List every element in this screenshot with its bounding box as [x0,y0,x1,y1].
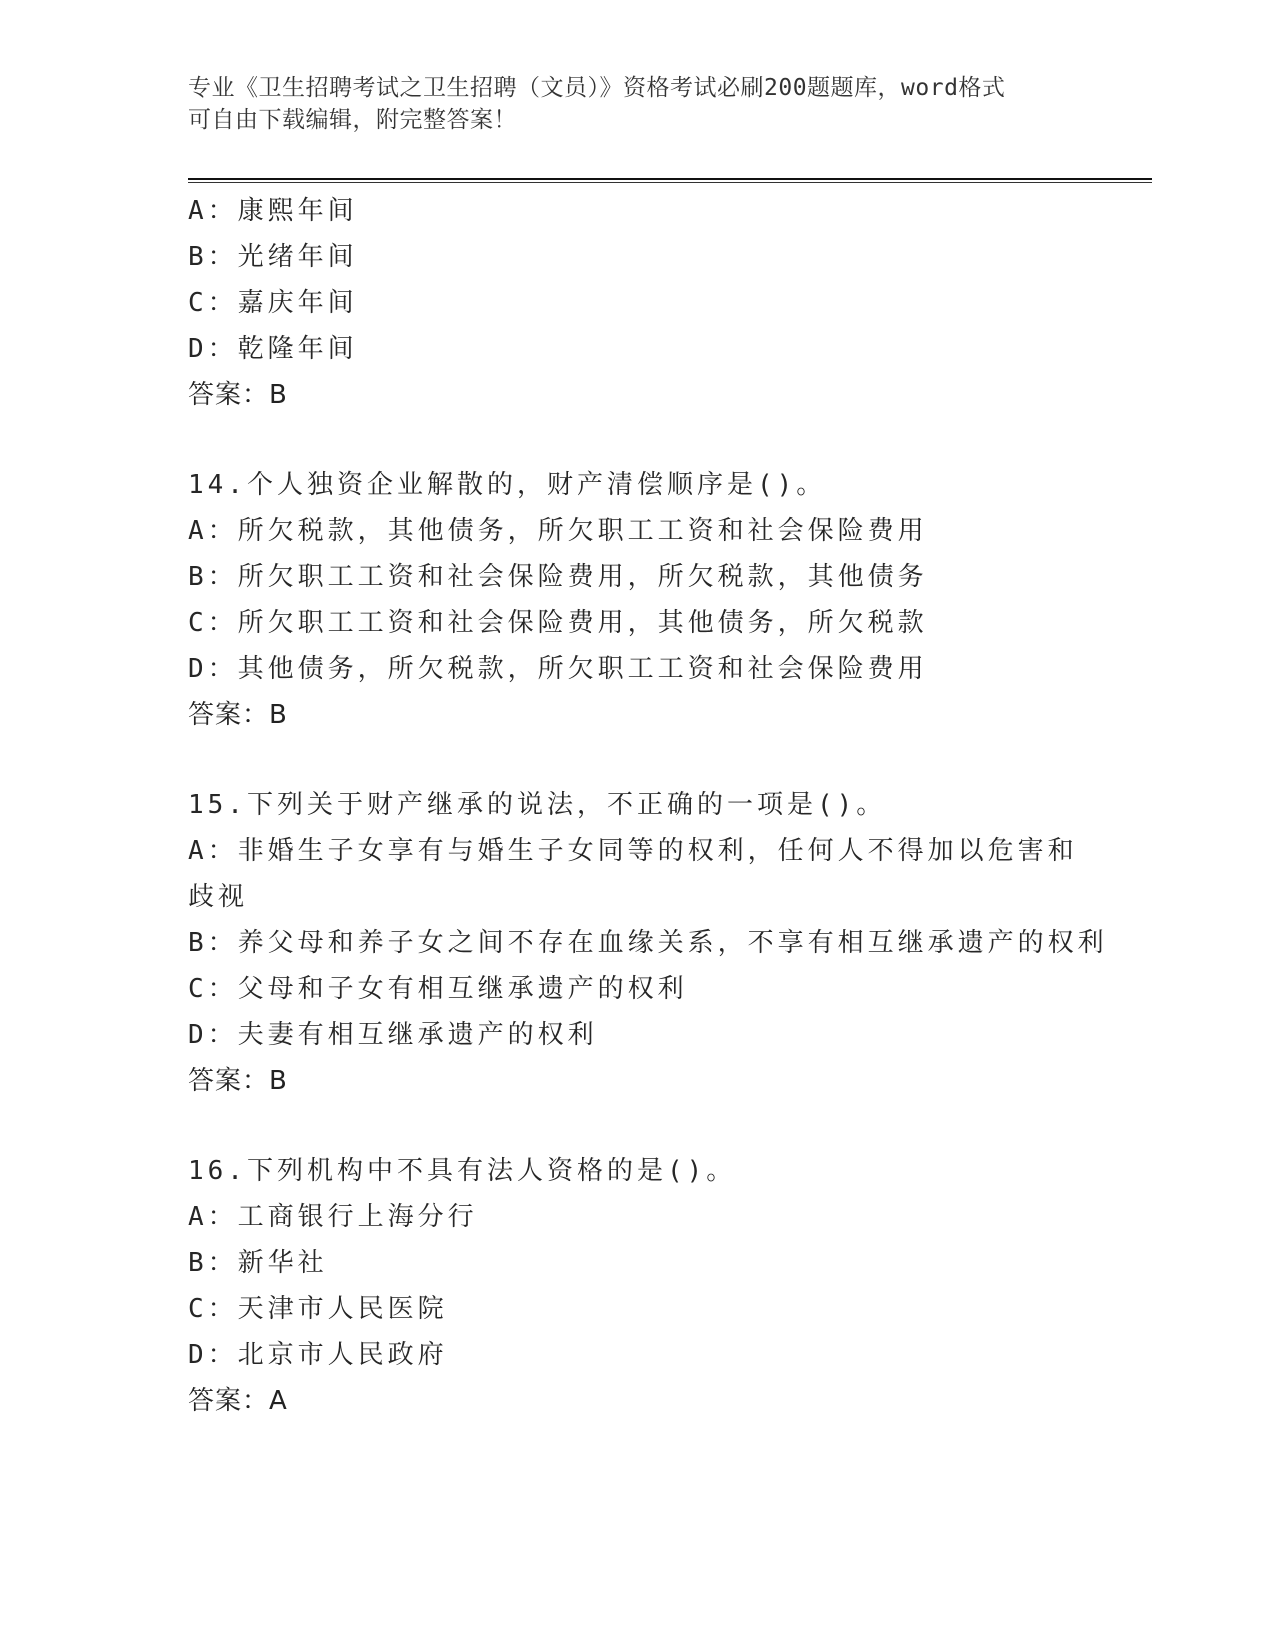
question-16 [188,1148,1088,1424]
option-a: A：非婚生子女享有与婚生子女同等的权利，任何人不得加以危害和歧视 [188,836,1078,912]
header-line-1: 专业《卫生招聘考试之卫生招聘（文员）》资格考试必刷200题题库，word格式 [188,75,1006,101]
question-13-continued [188,188,1088,418]
option-a: A：工商银行上海分行 [188,1202,478,1232]
option-d: D：北京市人民政府 [188,1340,448,1370]
option-b: B：养父母和养子女之间不存在血缘关系，不享有相互继承遗产的权利 [188,928,1108,958]
document-header [188,72,1068,136]
answer-label: 答案：A [188,1386,288,1416]
spacer [188,418,1088,462]
header-divider-thin [188,182,1152,183]
option-d: D：乾隆年间 [188,334,358,364]
question-stem: 14.个人独资企业解散的，财产清偿顺序是()。 [188,470,827,500]
header-divider-thick [188,178,1152,180]
option-c: C：天津市人民医院 [188,1294,448,1324]
answer-label: 答案：B [188,380,288,410]
option-c: C：嘉庆年间 [188,288,358,318]
header-line-2: 可自由下载编辑，附完整答案！ [188,107,517,133]
option-c: C：父母和子女有相互继承遗产的权利 [188,974,688,1004]
question-list [188,188,1108,1424]
option-a: A：所欠税款，其他债务，所欠职工工资和社会保险费用 [188,516,928,546]
option-b: B：新华社 [188,1248,328,1278]
option-d: D：其他债务，所欠税款，所欠职工工资和社会保险费用 [188,654,928,684]
option-c: C：所欠职工工资和社会保险费用，其他债务，所欠税款 [188,608,928,638]
answer-label: 答案：B [188,1066,288,1096]
question-14 [188,462,1088,738]
option-b: B：光绪年间 [188,242,358,272]
spacer [188,738,1088,782]
option-d: D：夫妻有相互继承遗产的权利 [188,1020,598,1050]
answer-label: 答案：B [188,700,288,730]
option-b: B：所欠职工工资和社会保险费用，所欠税款，其他债务 [188,562,928,592]
option-a: A：康熙年间 [188,196,358,226]
question-stem: 16.下列机构中不具有法人资格的是()。 [188,1156,737,1186]
question-stem: 15.下列关于财产继承的说法，不正确的一项是()。 [188,790,887,820]
question-15 [188,782,1108,1104]
spacer [188,1104,1088,1148]
